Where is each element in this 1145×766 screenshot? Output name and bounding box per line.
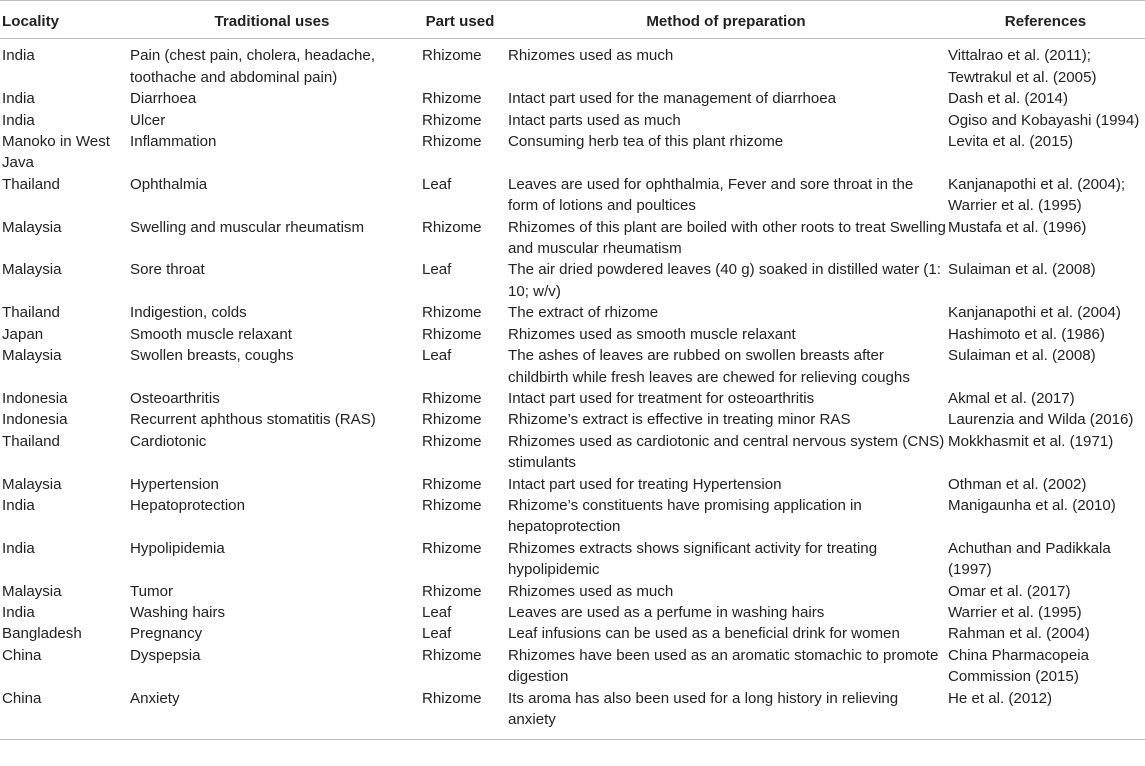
cell-locality: India xyxy=(2,90,35,108)
cell-method: Rhizomes used as cardiotonic and central nervous system (CNS) stimulants xyxy=(508,432,945,472)
cell-locality: Japan xyxy=(2,325,44,343)
cell-locality: Malaysia xyxy=(2,475,62,493)
cell-traditional-uses: Hypertension xyxy=(130,475,219,493)
table-row xyxy=(0,623,1145,644)
header-locality: Locality xyxy=(0,1,130,39)
cell-method: Intact part used for treating Hypertension xyxy=(508,475,782,493)
cell-locality: Thailand xyxy=(2,304,60,322)
cell-traditional-uses: Recurrent aphthous stomatitis (RAS) xyxy=(130,411,376,429)
cell-locality: Malaysia xyxy=(2,218,62,236)
cell-locality: India xyxy=(2,47,35,65)
cell-traditional-uses: Hypolipidemia xyxy=(130,539,225,557)
table-row xyxy=(0,174,1145,217)
cell-traditional-uses: Indigestion, colds xyxy=(130,304,247,322)
cell-method: The air dried powdered leaves (40 g) soaked in distilled water (1: 10; w/v) xyxy=(508,261,941,300)
cell-reference: Hashimoto et al. (1986) xyxy=(948,325,1105,343)
cell-traditional-uses: Washing hairs xyxy=(130,603,226,621)
cell-part-used: Rhizome xyxy=(422,325,482,343)
cell-part-used: Rhizome xyxy=(422,539,482,557)
cell-locality: India xyxy=(2,496,35,514)
table-row xyxy=(0,131,1145,174)
header-references: References xyxy=(946,1,1145,39)
cell-reference: Laurenzia and Wilda (2016) xyxy=(948,411,1134,429)
table-row xyxy=(0,259,1145,302)
cell-part-used: Rhizome xyxy=(422,646,482,664)
cell-method: Leaf infusions can be used as a beneficial drink for women xyxy=(508,625,900,643)
cell-traditional-uses: Pain (chest pain, cholera, headache, toothache and abdominal pain) xyxy=(130,47,376,86)
table-row xyxy=(0,110,1145,131)
table-header xyxy=(0,1,1145,39)
cell-reference: Omar et al. (2017) xyxy=(948,582,1071,600)
cell-method: Rhizomes used as much xyxy=(508,582,674,600)
cell-traditional-uses: Hepatoprotection xyxy=(130,496,245,514)
table-row xyxy=(0,538,1145,581)
cell-locality: China xyxy=(0,688,130,740)
table-row xyxy=(0,688,1145,740)
cell-part-used: Leaf xyxy=(422,603,452,621)
cell-locality: China xyxy=(2,646,42,664)
cell-method: Rhizome’s constituents have promising application in hepatoprotection xyxy=(508,496,862,536)
cell-part-used: Rhizome xyxy=(422,90,482,108)
cell-reference: Achuthan and Padikkala (1997) xyxy=(948,539,1111,579)
cell-reference: Ogiso and Kobayashi (1994) xyxy=(948,111,1140,129)
table-row xyxy=(0,581,1145,602)
cell-reference: Mokkhasmit et al. (1971) xyxy=(948,432,1114,450)
cell-traditional-uses: Anxiety xyxy=(130,688,414,740)
cell-method: Rhizome’s extract is effective in treating minor RAS xyxy=(508,411,851,429)
cell-method: Rhizomes used as much xyxy=(508,47,674,65)
cell-part-used: Rhizome xyxy=(422,389,482,407)
cell-part-used: Rhizome xyxy=(422,582,482,600)
cell-method: The ashes of leaves are rubbed on swollen breasts after childbirth while fresh leaves are chewed for relieving coughs xyxy=(508,347,910,386)
header-method: Method of preparation xyxy=(506,1,946,39)
cell-reference: Rahman et al. (2004) xyxy=(948,625,1090,643)
cell-part-used: Rhizome xyxy=(422,218,482,236)
cell-traditional-uses: Inflammation xyxy=(130,133,217,151)
cell-part-used: Rhizome xyxy=(422,304,482,322)
cell-method: Rhizomes used as smooth muscle relaxant xyxy=(508,325,796,343)
cell-traditional-uses: Sore throat xyxy=(130,261,205,279)
cell-method: Intact parts used as much xyxy=(508,111,681,129)
cell-method: Intact part used for the management of diarrhoea xyxy=(508,90,837,108)
cell-locality: Thailand xyxy=(2,175,60,193)
cell-part-used: Rhizome xyxy=(422,47,482,65)
cell-traditional-uses: Osteoarthritis xyxy=(130,389,220,407)
header-part-used: Part used xyxy=(414,1,506,39)
cell-method: The extract of rhizome xyxy=(508,304,659,322)
table-row xyxy=(0,324,1145,345)
header-traditional-uses: Traditional uses xyxy=(130,1,414,39)
cell-traditional-uses: Cardiotonic xyxy=(130,432,207,450)
cell-reference: Dash et al. (2014) xyxy=(948,90,1068,108)
cell-traditional-uses: Smooth muscle relaxant xyxy=(130,325,292,343)
cell-method: Intact part used for treatment for osteoarthritis xyxy=(508,389,815,407)
cell-traditional-uses: Pregnancy xyxy=(130,625,203,643)
cell-traditional-uses: Diarrhoea xyxy=(130,90,197,108)
cell-traditional-uses: Tumor xyxy=(130,582,174,600)
cell-reference: Sulaiman et al. (2008) xyxy=(948,261,1096,279)
cell-reference: Levita et al. (2015) xyxy=(948,133,1074,151)
cell-locality: India xyxy=(2,111,35,129)
cell-reference: Vittalrao et al. (2011); Tewtrakul et al. (2005) xyxy=(948,47,1097,86)
cell-method: Leaves are used as a perfume in washing hairs xyxy=(508,603,825,621)
cell-reference: Othman et al. (2002) xyxy=(948,475,1087,493)
cell-traditional-uses: Swelling and muscular rheumatism xyxy=(130,218,365,236)
cell-reference: Sulaiman et al. (2008) xyxy=(948,347,1096,365)
table-row xyxy=(0,602,1145,623)
cell-reference: He et al. (2012) xyxy=(946,688,1145,740)
table-row xyxy=(0,39,1145,88)
cell-reference: China Pharmacopeia Commission (2015) xyxy=(948,646,1089,686)
cell-part-used: Rhizome xyxy=(422,133,482,151)
cell-part-used: Leaf xyxy=(422,175,452,193)
cell-locality: Indonesia xyxy=(2,411,68,429)
table-row xyxy=(0,388,1145,409)
cell-reference: Manigaunha et al. (2010) xyxy=(948,496,1116,514)
cell-traditional-uses: Ulcer xyxy=(130,111,166,129)
cell-locality: Malaysia xyxy=(2,261,62,279)
cell-locality: Bangladesh xyxy=(2,625,82,643)
cell-reference: Warrier et al. (1995) xyxy=(948,603,1082,621)
cell-part-used: Rhizome xyxy=(422,111,482,129)
table-row xyxy=(0,302,1145,323)
cell-part-used: Leaf xyxy=(422,347,452,365)
cell-reference: Mustafa et al. (1996) xyxy=(948,218,1087,236)
table-row xyxy=(0,495,1145,538)
cell-reference: Kanjanapothi et al. (2004) xyxy=(948,304,1121,322)
cell-traditional-uses: Ophthalmia xyxy=(130,175,208,193)
cell-part-used: Rhizome xyxy=(422,432,482,450)
cell-method: Rhizomes extracts shows significant activity for treating hypolipidemic xyxy=(508,539,878,579)
cell-part-used: Rhizome xyxy=(414,688,506,740)
header-row xyxy=(0,1,1145,39)
table-row xyxy=(0,474,1145,495)
table-row xyxy=(0,409,1145,430)
cell-reference: Akmal et al. (2017) xyxy=(948,389,1075,407)
table-row xyxy=(0,88,1145,109)
cell-reference: Kanjanapothi et al. (2004); Warrier et al. (1995) xyxy=(948,175,1126,215)
table-row xyxy=(0,645,1145,688)
cell-traditional-uses: Swollen breasts, coughs xyxy=(130,347,294,365)
table-row xyxy=(0,431,1145,474)
cell-part-used: Leaf xyxy=(422,625,452,643)
cell-locality: Malaysia xyxy=(2,582,62,600)
cell-locality: Malaysia xyxy=(2,347,62,365)
cell-part-used: Rhizome xyxy=(422,475,482,493)
cell-part-used: Leaf xyxy=(422,261,452,279)
cell-part-used: Rhizome xyxy=(422,411,482,429)
cell-locality: Thailand xyxy=(2,432,60,450)
cell-method: Rhizomes of this plant are boiled with other roots to treat Swelling and muscular rheumatism xyxy=(508,218,946,258)
cell-method: Rhizomes have been used as an aromatic stomachic to promote digestion xyxy=(508,646,939,686)
cell-locality: India xyxy=(2,539,35,557)
cell-locality: Manoko in West Java xyxy=(2,133,110,172)
cell-part-used: Rhizome xyxy=(422,496,482,514)
table-row xyxy=(0,217,1145,260)
cell-locality: Indonesia xyxy=(2,389,68,407)
cell-locality: India xyxy=(2,603,35,621)
cell-traditional-uses: Dyspepsia xyxy=(130,646,201,664)
cell-method: Consuming herb tea of this plant rhizome xyxy=(508,133,784,151)
table-body xyxy=(0,39,1145,740)
cell-method: Leaves are used for ophthalmia, Fever and sore throat in the form of lotions and poultices xyxy=(508,175,914,215)
table-row xyxy=(0,345,1145,388)
cell-method: Its aroma has also been used for a long history in relieving anxiety xyxy=(506,688,946,740)
